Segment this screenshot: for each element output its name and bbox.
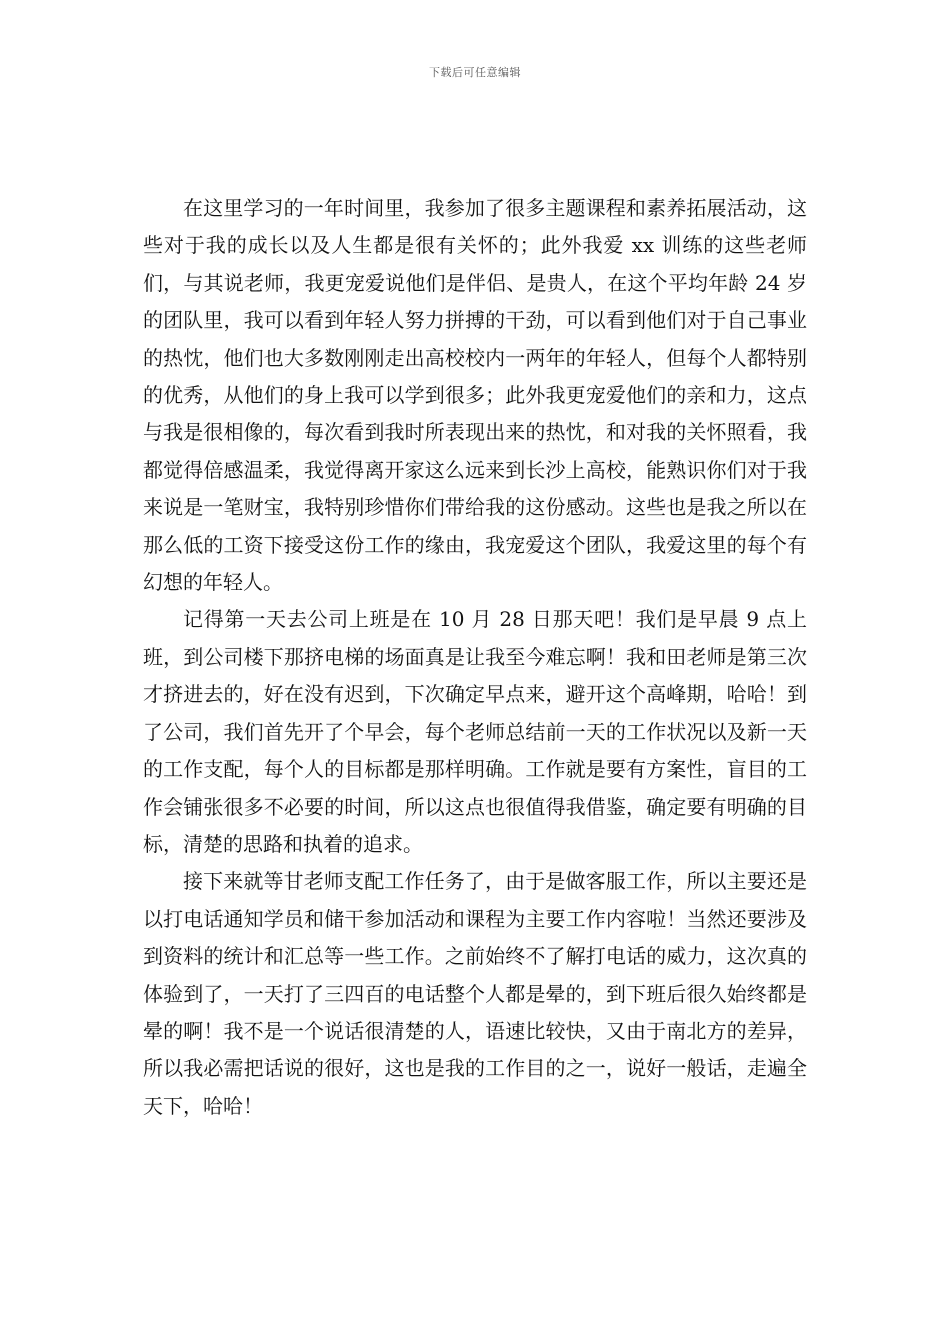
document-body xyxy=(143,190,807,1125)
paragraph-1: 在这里学习的一年时间里，我参加了很多主题课程和素养拓展活动，这些对于我的成长以及人生都是很有关怀的；此外我爱 xx 训练的这些老师们，与其说老师，我更宠爱说他们是伴侣、是贵人，在这个平均年龄 24 岁的团队里，我可以看到年轻人努力拼搏的干劲，可以看到他们对于自己事业的热忱，他们也大多数刚刚走出高校校内一两年的年轻人，但每个人都特别的优秀，从他们的身上我可以学到很多；此外我更宠爱他们的亲和力，这点与我是很相像的，每次看到我时所表现出来的热忱，和对我的关怀照看，我都觉得倍感温柔，我觉得离开家这么远来到长沙上高校，能熟识你们对于我来说是一笔财宝，我特别珍惜你们带给我的这份感动。这些也是我之所以在那么低的工资下接受这份工作的缘由，我宠爱这个团队，我爱这里的每个有幻想的年轻人。 xyxy=(143,196,807,595)
page-header: 下载后可任意编辑 xyxy=(429,66,521,79)
paragraph-3: 接下来就等甘老师支配工作任务了，由于是做客服工作，所以主要还是以打电话通知学员和储干参加活动和课程为主要工作内容啦！当然还要涉及到资料的统计和汇总等一些工作。之前始终不了解打电话的威力，这次真的体验到了，一天打了三四百的电话整个人都是晕的，到下班后很久始终都是晕的啊！我不是一个说话很清楚的人，语速比较快，又由于南北方的差异，所以我必需把话说的很好，这也是我的工作目的之一，说好一般话，走遍全天下，哈哈！ xyxy=(143,869,807,1118)
paragraph-2: 记得第一天去公司上班是在 10 月 28 日那天吧！我们是早晨 9 点上班，到公司楼下那挤电梯的场面真是让我至今难忘啊！我和田老师是第三次才挤进去的，好在没有迟到，下次确定早点来，避开这个高峰期，哈哈！到了公司，我们首先开了个早会，每个老师总结前一天的工作状况以及新一天的工作支配，每个人的目标都是那样明确。工作就是要有方案性，盲目的工作会铺张很多不必要的时间，所以这点也很值得我借鉴，确定要有明确的目标，清楚的思路和执着的追求。 xyxy=(143,607,807,856)
